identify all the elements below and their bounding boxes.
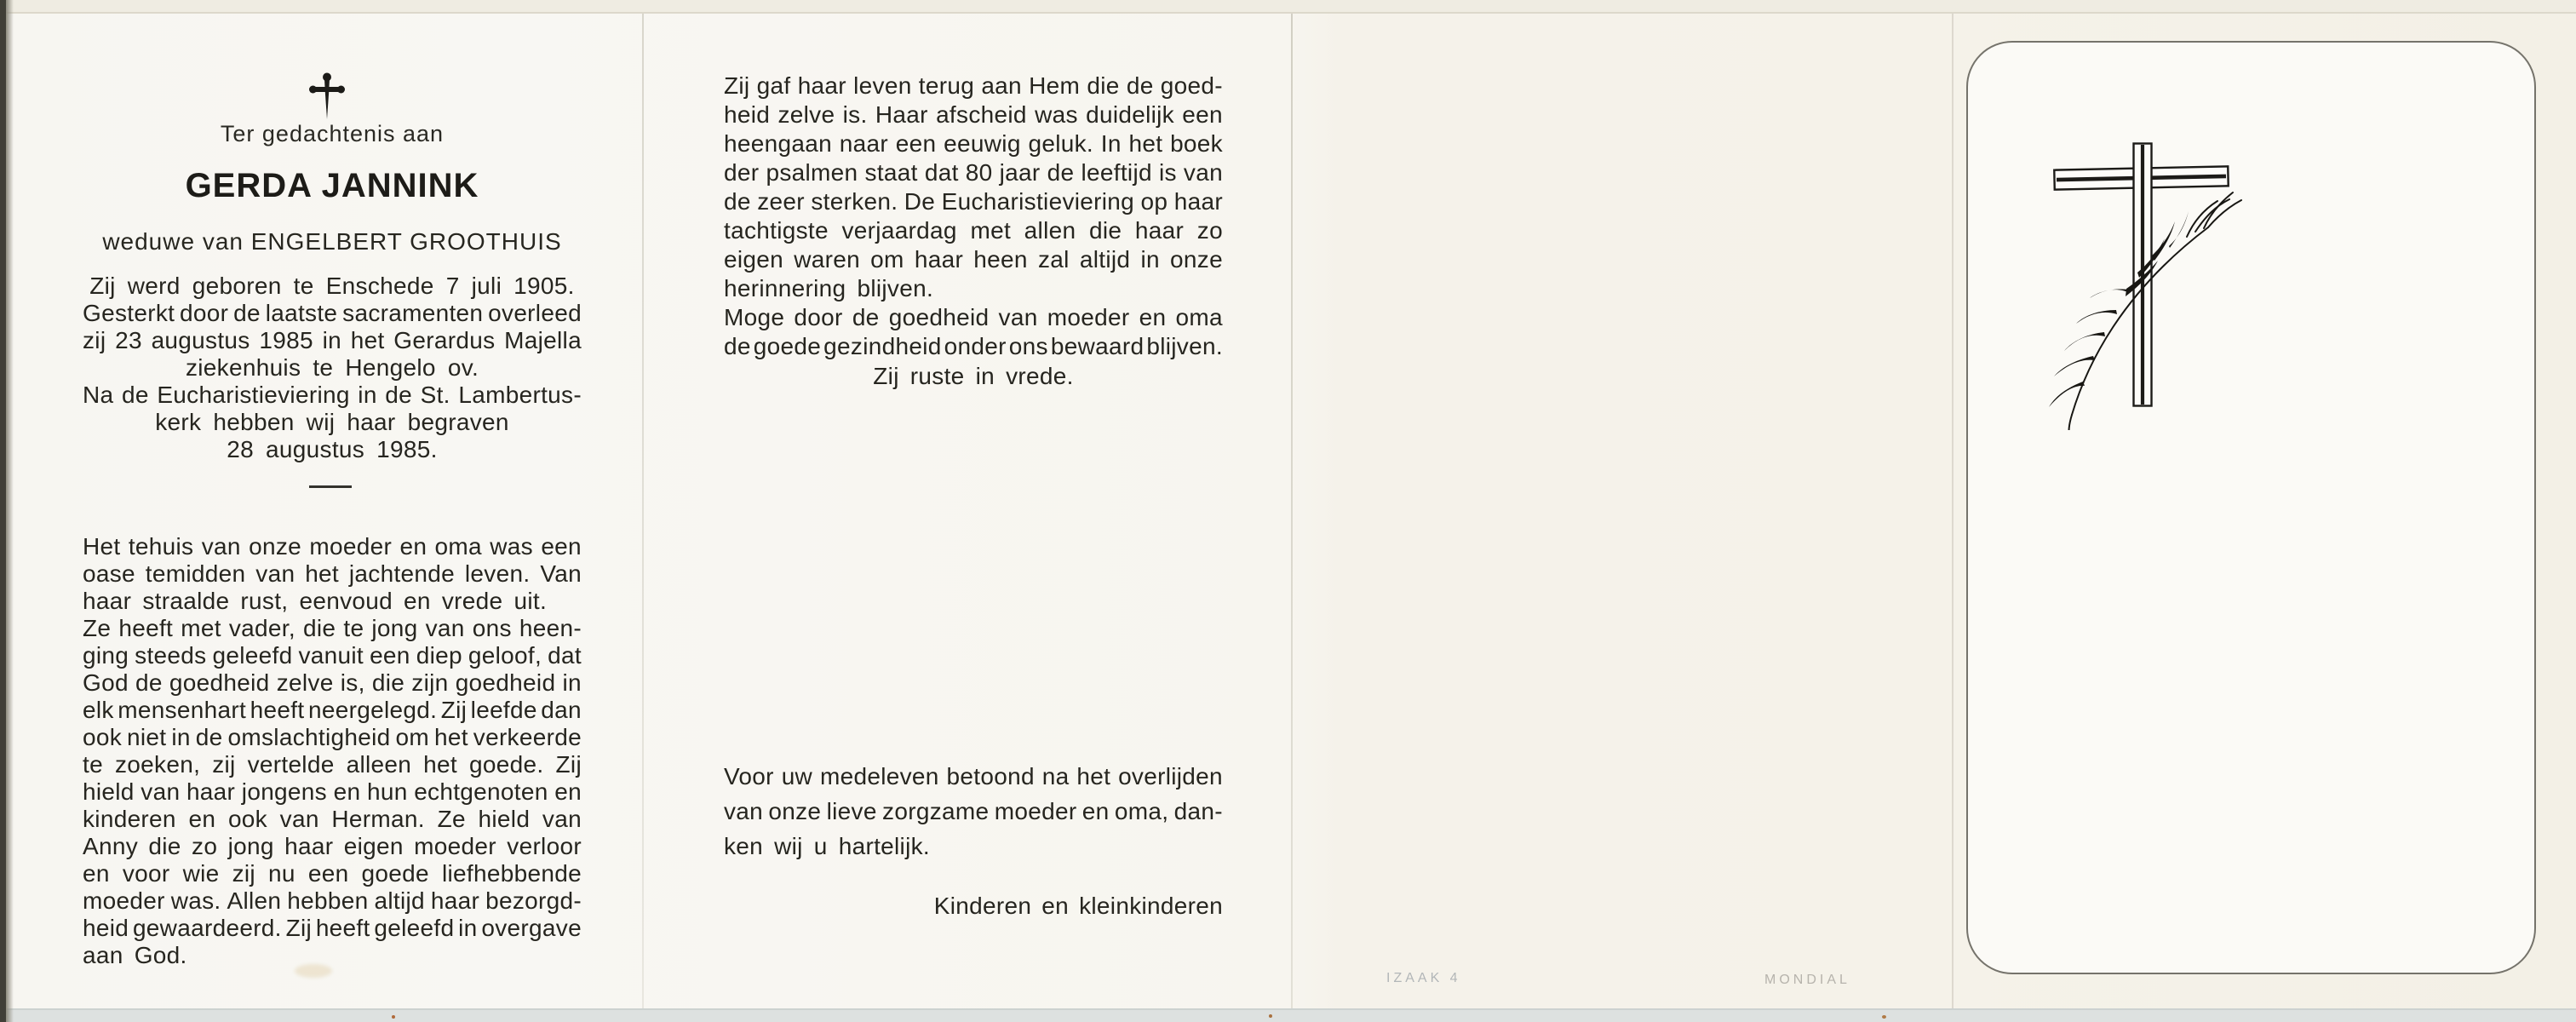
- text-line: moeder was. Allen hebben altijd haar bezorgd-: [83, 887, 582, 914]
- dust-speck: [1269, 1014, 1272, 1018]
- deceased-name: GERDA JANNINK: [185, 167, 479, 204]
- text-line: kinderen en ook van Herman. Ze hield van: [83, 806, 582, 832]
- text-line: en voor wie zij nu een goede liefhebbende: [83, 860, 582, 887]
- fold-crease-line: [1291, 14, 1293, 1008]
- text-line: Voor uw medeleven betoond na het overlijden: [724, 763, 1223, 789]
- text-line: eigen waren om haar heen zal altijd in onze: [724, 246, 1223, 273]
- rest-in-peace-text: Zij ruste in vrede.: [873, 363, 1074, 389]
- farewell-paragraph: [724, 72, 1223, 361]
- text-line: Na de Eucharistieviering in de St. Lambertus-: [83, 382, 582, 408]
- text-line: heid gewaardeerd. Zij heeft geleefd in overgave: [83, 915, 582, 941]
- text-line: elk mensenhart heeft neergelegd. Zij leefde dan: [83, 697, 582, 723]
- text-line: Ze heeft met vader, die te jong van ons heen-: [83, 615, 582, 641]
- section-divider-rule: [309, 485, 352, 488]
- intro-text: Ter gedachtenis aan: [220, 121, 445, 146]
- text-line: te zoeken, zij vertelde alleen het goede. Zij: [83, 751, 582, 778]
- text-line: herinnering blijven.: [724, 275, 934, 301]
- text-line: tachtigste verjaardag met allen die haar zo: [724, 217, 1223, 244]
- text-line: zij 23 augustus 1985 in het Gerardus Majella: [83, 327, 582, 353]
- text-line: Moge door de goedheid van moeder en oma: [724, 304, 1223, 330]
- life-dates-paragraph: [83, 273, 582, 463]
- printer-mark-mondial: MONDIAL: [1764, 973, 1850, 987]
- printer-mark-izaak: IZAAK 4: [1386, 971, 1461, 985]
- text-line: ziekenhuis te Hengelo ov.: [185, 354, 479, 381]
- text-line: der psalmen staat dat 80 jaar de leeftijd is van: [724, 159, 1223, 186]
- text-line: van onze lieve zorgzame moeder en oma, dan-: [724, 798, 1223, 824]
- text-line: Het tehuis van onze moeder en oma was een: [83, 533, 582, 560]
- text-line: oase temidden van het jachtende leven. Van: [83, 560, 582, 587]
- text-line: ook niet in de omslachtigheid om het verkeerde: [83, 724, 582, 750]
- text-line: ken wij u hartelijk.: [724, 833, 930, 859]
- text-line: Gesterkt door de laatste sacramenten overleed: [83, 300, 582, 326]
- text-line: de goede gezindheid onder ons bewaard blijven.: [724, 333, 1223, 359]
- scan-left-edge-shadow: [6, 0, 14, 1022]
- text-line: Zij gaf haar leven terug aan Hem die de goed-: [724, 72, 1223, 99]
- text-line: kerk hebben wij haar begraven: [155, 409, 509, 435]
- text-line: de zeer sterken. De Eucharistieviering op haar: [724, 188, 1223, 215]
- fold-crease-line: [642, 14, 644, 1008]
- dust-speck: [1882, 1015, 1886, 1019]
- thanks-paragraph: [724, 759, 1223, 864]
- signature-text: Kinderen en kleinkinderen: [933, 893, 1223, 919]
- cross-and-wheat-illustration: [2044, 136, 2248, 430]
- relation-text: weduwe van ENGELBERT GROOTHUIS: [102, 228, 562, 255]
- text-line: Zij werd geboren te Enschede 7 juli 1905.: [89, 273, 575, 299]
- scan-top-edge: [0, 0, 2576, 14]
- text-line: Anny die zo jong haar eigen moeder verloor: [83, 833, 582, 859]
- text-line: God de goedheid zelve is, die zijn goedheid in: [83, 669, 582, 696]
- text-line: 28 augustus 1985.: [227, 436, 438, 462]
- text-line: ging steeds geleefd vanuit een diep geloof, dat: [83, 642, 582, 669]
- text-line: heid zelve is. Haar afscheid was duidelijk een: [724, 101, 1223, 128]
- scanner-bed-strip: [0, 1008, 2576, 1022]
- text-line: aan God.: [83, 942, 187, 968]
- memorial-cross-icon: [307, 72, 347, 121]
- scan-left-edge: [0, 0, 6, 1022]
- text-line: heengaan naar een eeuwig geluk. In het boek: [724, 130, 1223, 157]
- text-line: hield van haar jongens en hun echtgenoten en: [83, 778, 582, 805]
- dust-speck: [392, 1015, 395, 1019]
- memory-paragraph: [83, 533, 582, 969]
- text-line: haar straalde rust, eenvoud en vrede uit.: [83, 588, 548, 614]
- fold-crease-line: [1952, 14, 1954, 1008]
